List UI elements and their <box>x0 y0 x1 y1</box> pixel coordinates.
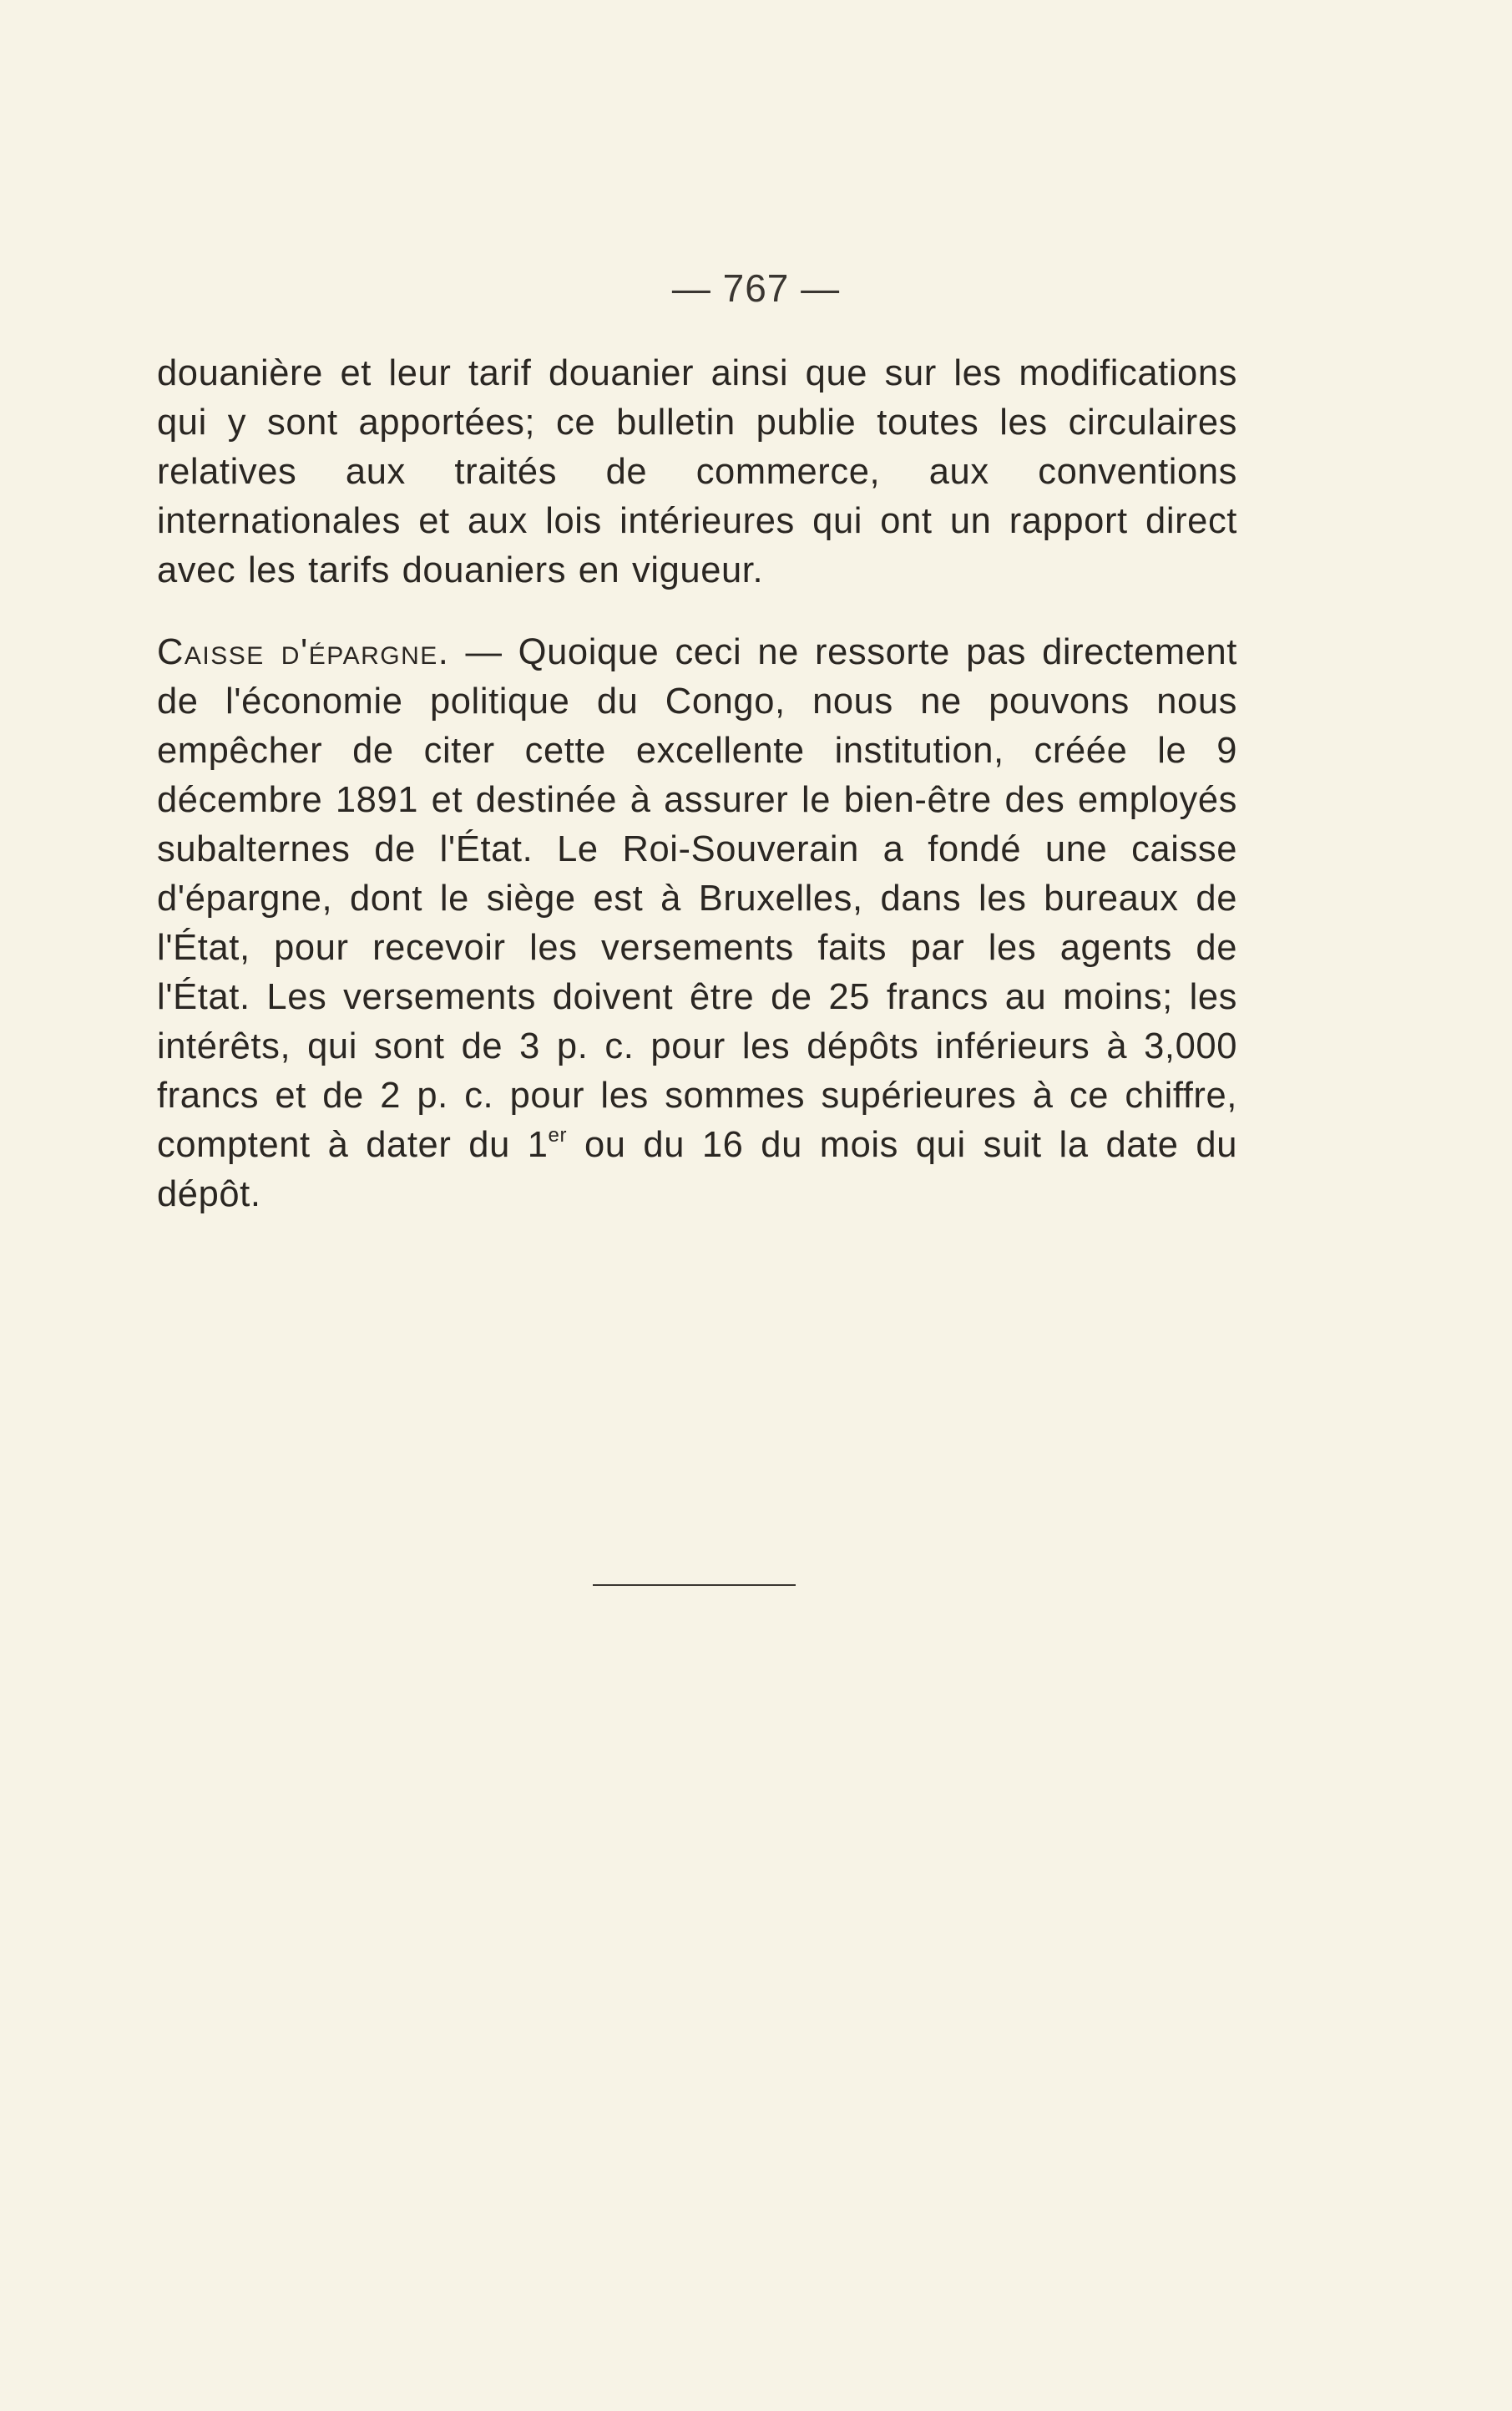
paragraph-text-start: — Quoique ceci ne ressorte pas directement de l'économie politique du Congo, nous ne pouvons nous empêcher de citer cette excellente institution, créée le 9 décembre 1891 et destinée à assurer le bien-être des employés subalternes de l'État. Le Roi-Souverain a fondé une caisse d'épargne, dont le siège est à Bruxelles, dans les bureaux de l'État, pour recevoir les versements faits par les agents de l'État. Les versements doivent être de 25 francs au moins; les intérêts, qui sont de 3 p. c. pour les dépôts inférieurs à 3,000 francs et de 2 p. c. pour les sommes supérieures à ce chiffre, comptent à dater du 1 <box>157 632 1237 1165</box>
paragraph-savings-bank <box>157 628 1237 1219</box>
ordinal-superscript: er <box>548 1124 568 1147</box>
paragraph-customs-bulletin <box>157 349 1237 595</box>
section-end-rule <box>593 1584 796 1586</box>
paragraph-text-end: ou du 16 du mois qui suit la date du dépôt. <box>157 1125 1237 1214</box>
paragraph-text: douanière et leur tarif douanier ainsi que sur les modifications qui y sont apportées; ce bulletin publie toutes les circulaires relatives aux traités de commerce, aux conventions internationales et aux lois intérieures qui ont un rapport direct avec les tarifs douaniers en vigueur. <box>157 353 1237 590</box>
section-heading: Caisse d'épargne. <box>157 632 450 672</box>
paragraph-body <box>157 632 1237 1214</box>
page-number: — 767 — <box>671 266 841 310</box>
